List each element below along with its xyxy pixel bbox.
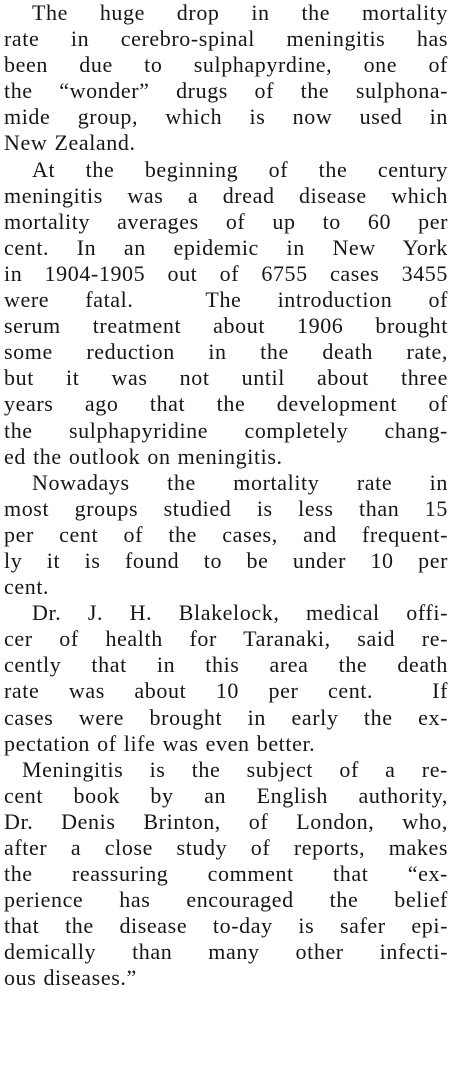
text-line: Dr. Denis Brinton, of London, who, bbox=[4, 808, 448, 834]
paragraph-history bbox=[4, 157, 448, 470]
text-line: rate was about 10 per cent. If bbox=[4, 678, 448, 704]
text-line: cases were brought in early the ex- bbox=[4, 704, 448, 730]
text-line: meningitis was a dread disease which bbox=[4, 182, 448, 208]
text-line: some reduction in the death rate, bbox=[4, 339, 448, 365]
text-line: were fatal. The introduction of bbox=[4, 287, 448, 313]
text-line: New Zealand. bbox=[4, 130, 136, 156]
text-line: but it was not until about three bbox=[4, 365, 448, 391]
text-line: The huge drop in the mortality bbox=[32, 0, 448, 25]
text-line: mide group, which is now used in bbox=[4, 104, 448, 130]
text-line: been due to sulphapyrdine, one of bbox=[4, 52, 448, 78]
text-line: ly it is found to be under 10 per bbox=[4, 547, 448, 573]
text-line: cently that in this area the death bbox=[4, 652, 448, 678]
text-line: mortality averages of up to 60 per bbox=[4, 208, 448, 234]
text-line: that the disease to-day is safer epi- bbox=[4, 913, 448, 939]
text-line: pectation of life was even better. bbox=[4, 730, 316, 756]
text-line: Meningitis is the subject of a re- bbox=[22, 756, 448, 782]
text-line: perience has encouraged the belief bbox=[4, 887, 448, 913]
text-line: rate in cerebro-spinal meningitis has bbox=[4, 26, 448, 52]
text-line: years ago that the development of bbox=[4, 391, 448, 417]
text-line: Nowadays the mortality rate in bbox=[32, 469, 448, 495]
paragraph-mortality-today bbox=[4, 470, 448, 600]
paragraph-taranaki bbox=[4, 600, 448, 757]
newspaper-column bbox=[4, 0, 448, 992]
text-line: per cent of the cases, and frequent- bbox=[4, 521, 448, 547]
text-line: the “wonder” drugs of the sulphona- bbox=[4, 78, 448, 104]
text-line: Dr. J. H. Blakelock, medical offi- bbox=[32, 600, 448, 626]
text-line: cent book by an English authority, bbox=[4, 782, 448, 808]
text-line: in 1904-1905 out of 6755 cases 3455 bbox=[4, 260, 448, 286]
text-line: cent. bbox=[4, 574, 50, 600]
text-line: after a close study of reports, makes bbox=[4, 835, 448, 860]
text-line: cent. In an epidemic in New York bbox=[4, 234, 448, 260]
text-line: the sulphapyridine completely chang- bbox=[4, 417, 448, 443]
text-line: most groups studied is less than 15 bbox=[4, 495, 448, 521]
text-line: demically than many other infecti- bbox=[4, 939, 448, 965]
text-line: ed the outlook on meningitis. bbox=[4, 443, 283, 469]
text-line: At the beginning of the century bbox=[32, 156, 448, 182]
text-line: cer of health for Taranaki, said re- bbox=[4, 626, 448, 652]
paragraph-sulphapyridine bbox=[4, 0, 448, 157]
text-line: the reassuring comment that “ex- bbox=[4, 861, 448, 887]
text-line: ous diseases.” bbox=[4, 965, 137, 991]
paragraph-brinton bbox=[4, 757, 448, 992]
text-line: serum treatment about 1906 brought bbox=[4, 313, 448, 339]
